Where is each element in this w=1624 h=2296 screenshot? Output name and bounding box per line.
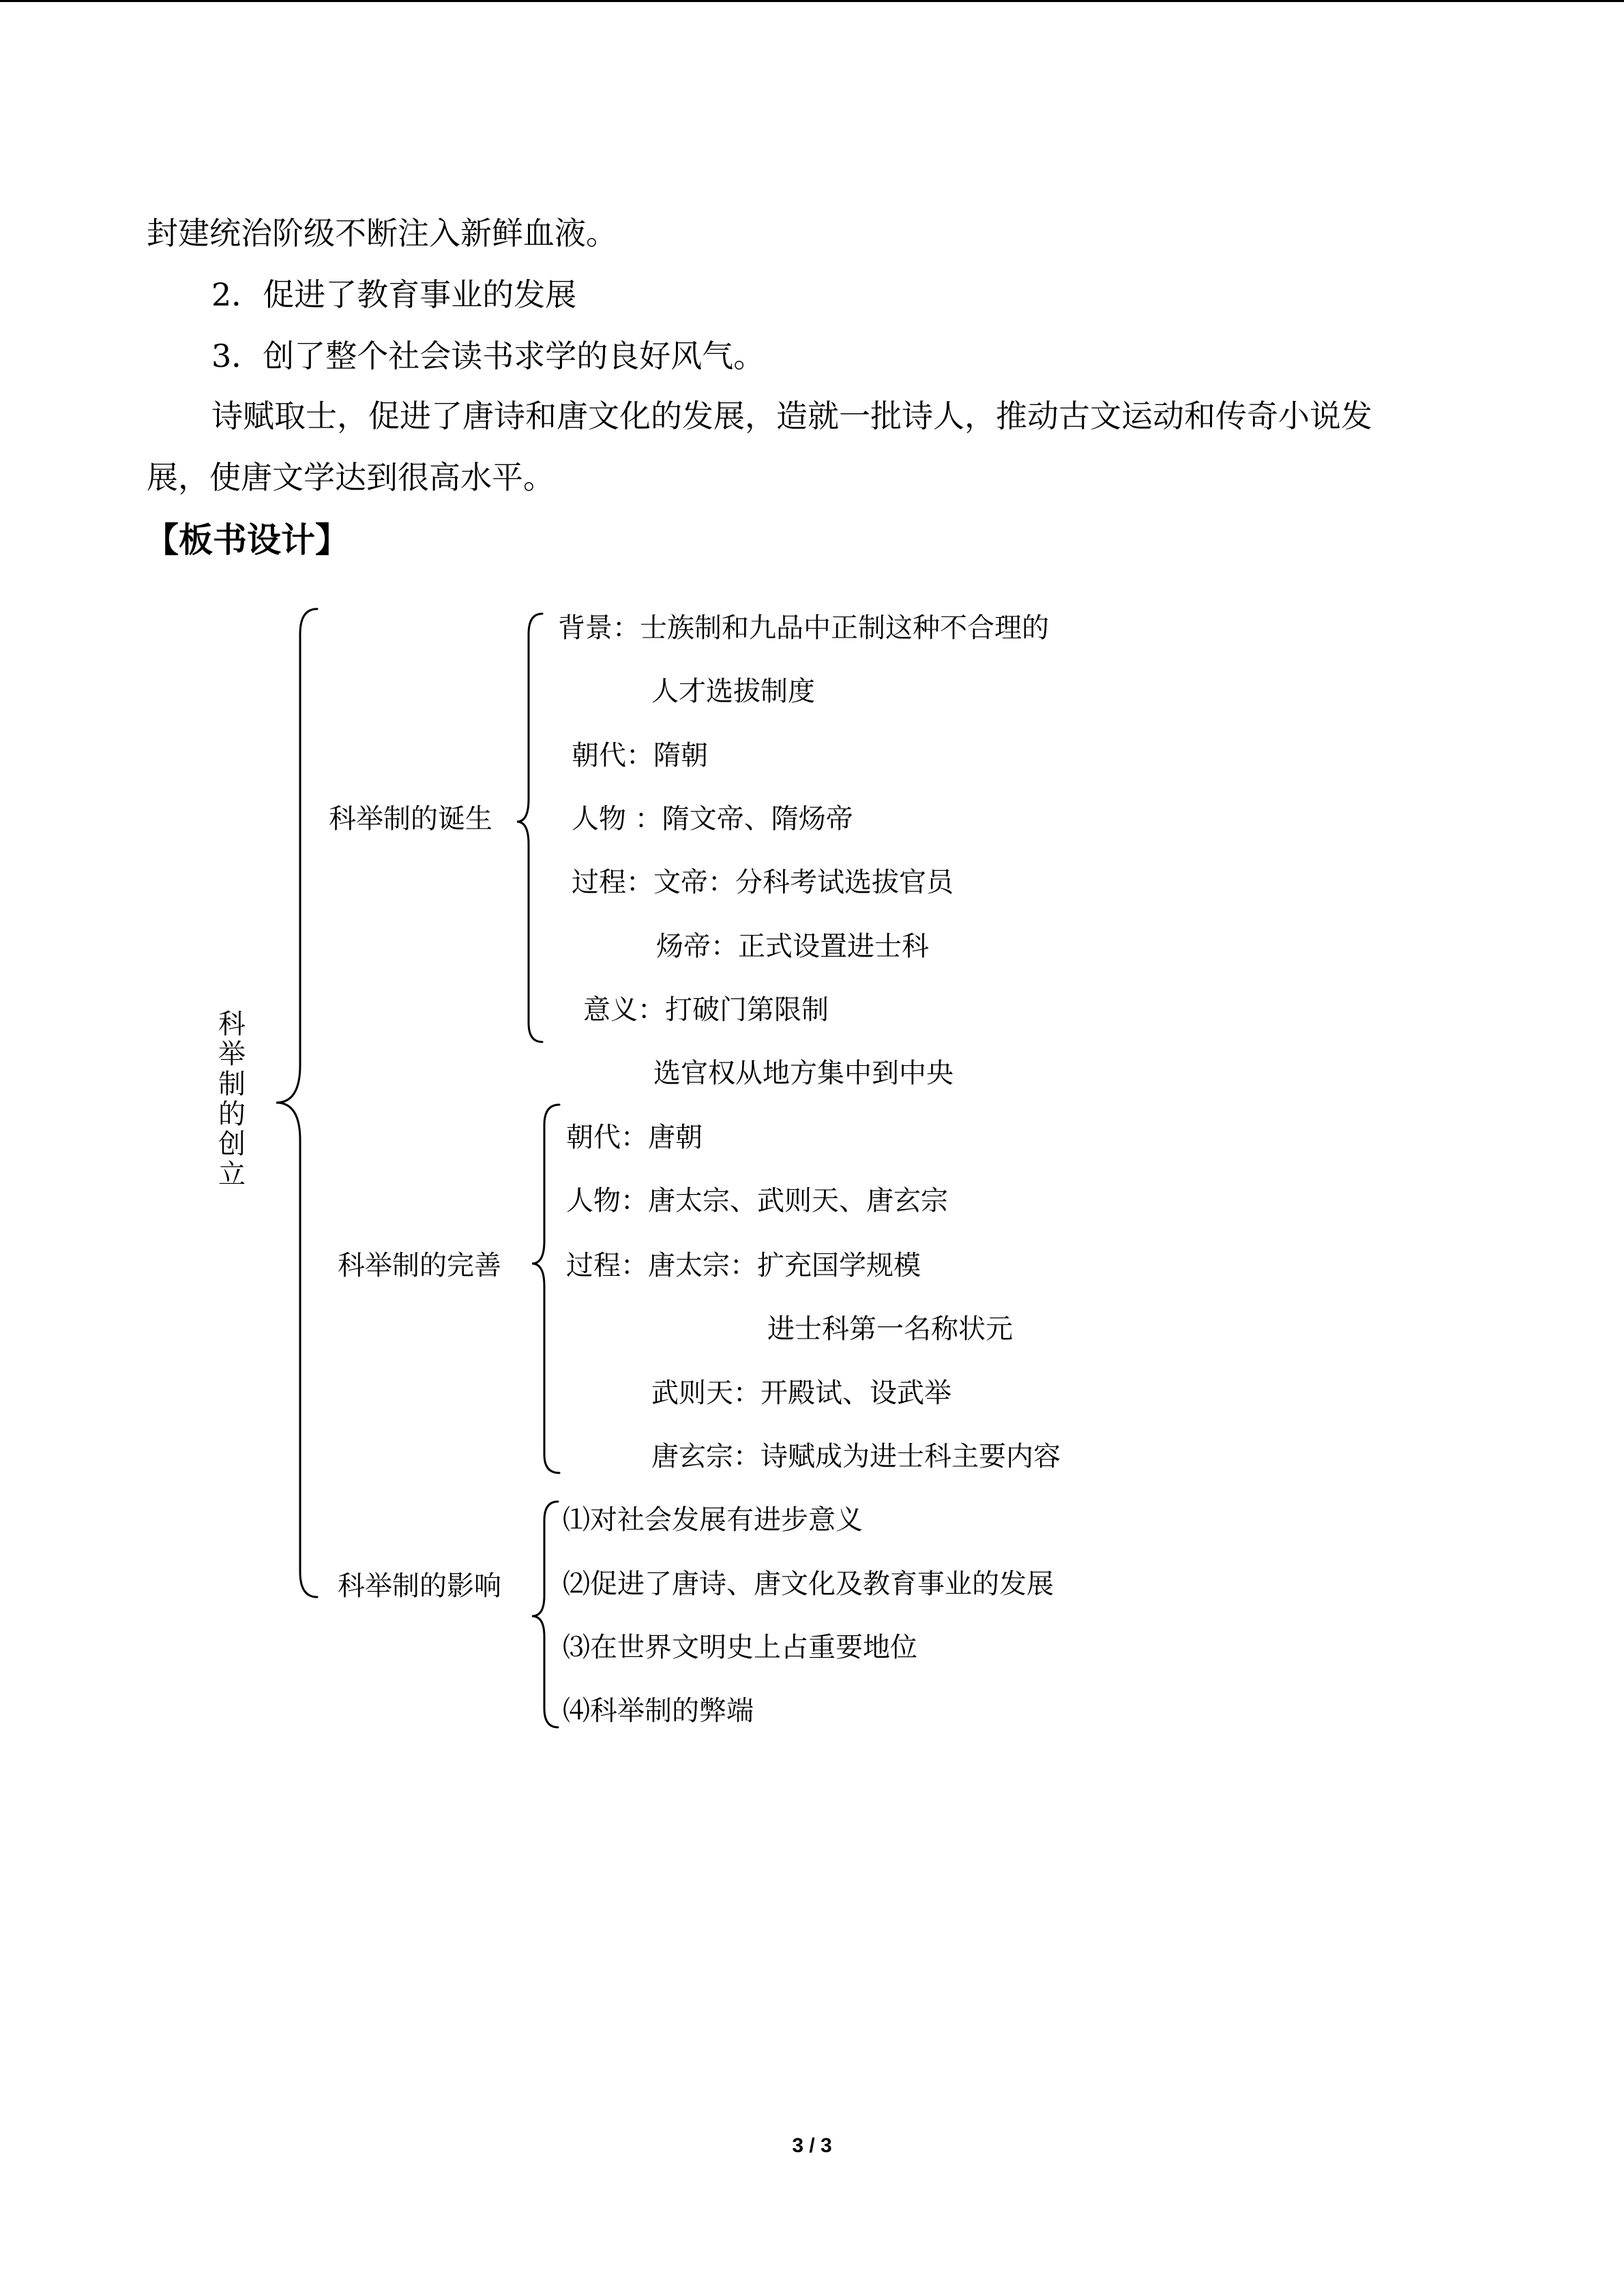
influence-brace xyxy=(532,1502,558,1727)
page-top-border xyxy=(0,0,1624,2)
birth-background-line-2: 人才选拔制度 xyxy=(651,676,815,707)
list-item-2: 2．促进了教育事业的发展 xyxy=(211,276,577,313)
birth-people: 人物 ：隋文帝、隋炀帝 xyxy=(572,803,853,835)
branch-title-birth: 科举制的诞生 xyxy=(329,803,492,835)
perfection-process-line-4: 唐玄宗：诗赋成为进士科主要内容 xyxy=(651,1441,1061,1472)
branch-title-influence: 科举制的影响 xyxy=(338,1570,501,1602)
influence-item-3: ⑶在世界文明史上占重要地位 xyxy=(563,1632,917,1663)
birth-significance-line-2: 选官权从地方集中到中央 xyxy=(653,1058,954,1089)
birth-process-line-2: 炀帝：正式设置进士科 xyxy=(656,931,929,962)
paragraph-continuation: 封建统治阶级不断注入新鲜血液。 xyxy=(147,215,617,252)
paragraph-line-1: 诗赋取士，促进了唐诗和唐文化的发展，造就一批诗人，推动古文运动和传奇小说发 xyxy=(211,398,1372,434)
birth-brace xyxy=(517,614,542,1042)
perfection-dynasty: 朝代：唐朝 xyxy=(566,1122,703,1153)
perfection-brace xyxy=(532,1105,559,1473)
birth-process-line-1: 过程：文帝：分科考试选拔官员 xyxy=(572,867,954,898)
perfection-process-line-2: 进士科第一名称状元 xyxy=(767,1313,1013,1345)
list-item-3: 3．创了整个社会读书求学的良好风气。 xyxy=(211,338,765,374)
birth-significance-line-1: 意义：打破门第限制 xyxy=(583,994,829,1026)
paragraph-line-2: 展，使唐文学达到很高水平。 xyxy=(147,459,555,496)
influence-item-2: ⑵促进了唐诗、唐文化及教育事业的发展 xyxy=(563,1568,1054,1600)
perfection-process-line-1: 过程：唐太宗：扩充国学规模 xyxy=(566,1250,921,1281)
main-brace xyxy=(276,609,317,1597)
page-number: 3 / 3 xyxy=(792,2134,832,2157)
birth-dynasty: 朝代：隋朝 xyxy=(572,740,708,771)
perfection-people: 人物：唐太宗、武则天、唐玄宗 xyxy=(566,1185,948,1217)
section-heading-board-design: 【板书设计】 xyxy=(145,520,349,560)
branch-title-perfection: 科举制的完善 xyxy=(338,1250,501,1281)
diagram-root-title: 科举制的创立 xyxy=(218,1009,246,1190)
influence-item-4: ⑷科举制的弊端 xyxy=(563,1695,754,1727)
influence-item-1: ⑴对社会发展有进步意义 xyxy=(563,1504,863,1536)
perfection-process-line-3: 武则天：开殿试、设武举 xyxy=(651,1377,951,1409)
birth-background-line-1: 背景：士族制和九品中正制这种不合理的 xyxy=(558,612,1049,644)
